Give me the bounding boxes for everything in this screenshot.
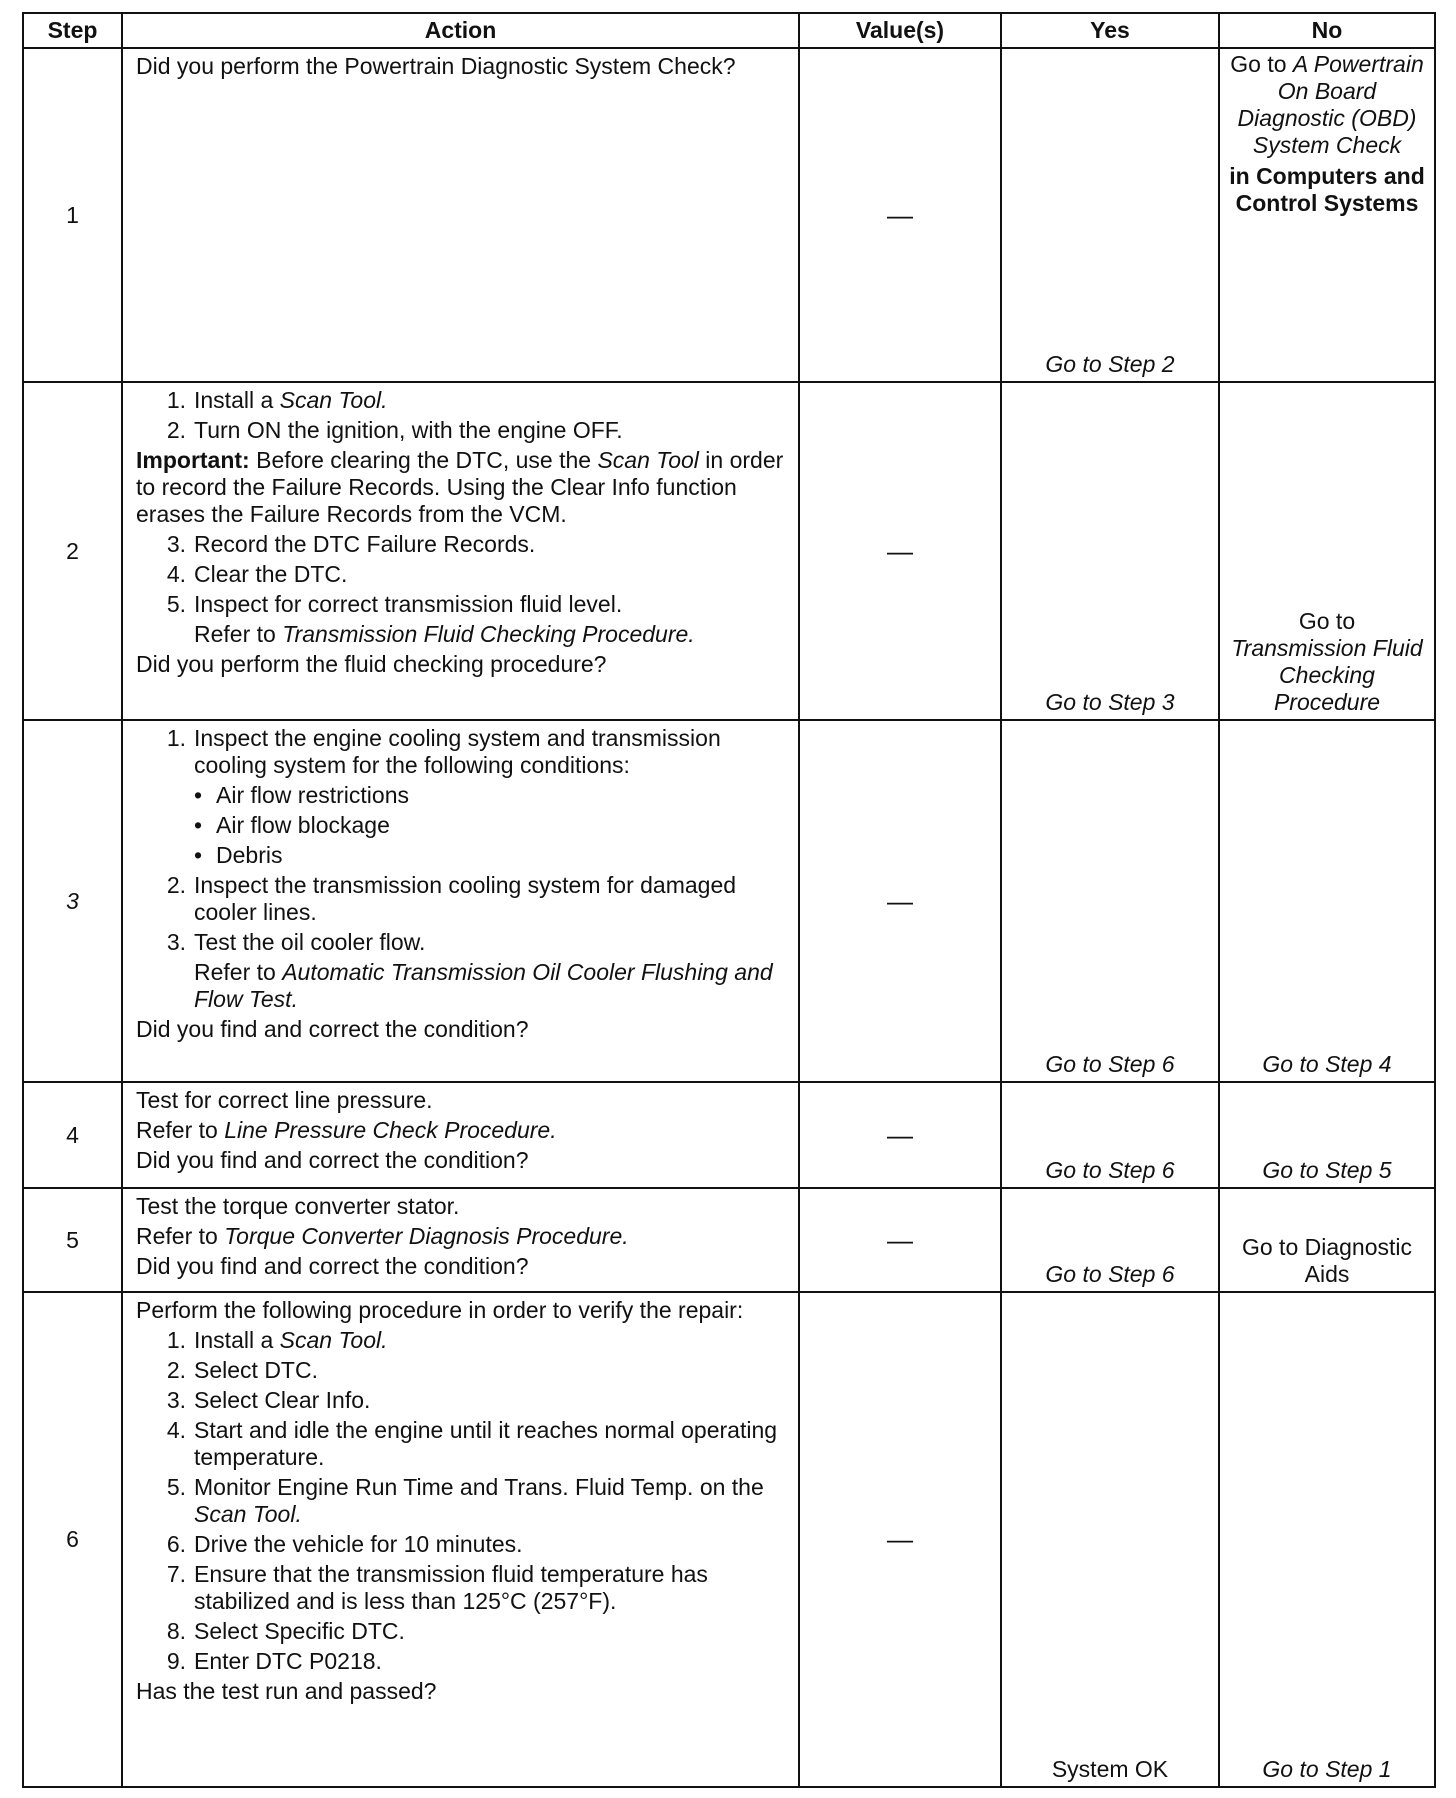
bullet-item <box>136 782 790 809</box>
item-number: 2. <box>166 872 186 898</box>
item-number: 4. <box>166 561 186 587</box>
no-link[interactable]: Go to Step 5 <box>1262 1157 1392 1183</box>
step-number: 4 <box>23 1082 122 1188</box>
table-row-step-5 <box>23 1188 1435 1292</box>
table-row-step-4 <box>23 1082 1435 1188</box>
bullet-item <box>136 842 790 869</box>
reference <box>136 1117 790 1144</box>
item-text: Drive the vehicle for 10 minutes. <box>194 1531 523 1557</box>
item-text: Install a <box>194 1327 280 1353</box>
yes-link[interactable]: System OK <box>1051 1756 1169 1782</box>
value-cell: — <box>799 382 1001 720</box>
item-number: 7. <box>166 1561 186 1587</box>
no-result <box>1219 720 1435 1082</box>
list-item <box>136 929 790 956</box>
item-number: 2. <box>166 417 186 443</box>
bullet-icon: • <box>194 812 203 838</box>
value-cell: — <box>799 720 1001 1082</box>
yes-result <box>1001 720 1219 1082</box>
no-link[interactable]: Go to Step 1 <box>1262 1756 1392 1782</box>
table-row-step-1 <box>23 48 1435 382</box>
list-item <box>136 1357 790 1384</box>
item-text: Inspect for correct transmission fluid level. <box>194 591 623 617</box>
question: Did you find and correct the condition? <box>136 1016 529 1042</box>
action-cell <box>122 1082 799 1188</box>
yes-result <box>1001 1292 1219 1787</box>
table-row-step-6 <box>23 1292 1435 1787</box>
action-text: Test the torque converter stator. <box>136 1193 460 1219</box>
item-number: 6. <box>166 1531 186 1557</box>
list-item <box>136 1648 790 1675</box>
no-result <box>1219 1292 1435 1787</box>
action-cell <box>122 1188 799 1292</box>
list-item <box>136 725 790 779</box>
item-link: Scan Tool. <box>194 1501 302 1527</box>
no-link[interactable]: Go to Diagnostic Aids <box>1241 1234 1413 1287</box>
note-tool: Scan Tool <box>597 447 699 473</box>
item-number: 4. <box>166 1417 186 1443</box>
item-text: Monitor Engine Run Time and Trans. Fluid Temp. on the <box>194 1474 764 1500</box>
item-number: 2. <box>166 1357 186 1383</box>
list-item <box>136 872 790 926</box>
ref-link[interactable]: Torque Converter Diagnosis Procedure. <box>224 1223 629 1249</box>
header-action: Action <box>122 13 799 48</box>
table-row-step-3 <box>23 720 1435 1082</box>
item-text: Inspect the transmission cooling system for damaged cooler lines. <box>194 872 737 925</box>
no-suffix: in Computers and Control Systems <box>1229 163 1425 216</box>
ref-link[interactable]: Line Pressure Check Procedure. <box>224 1117 557 1143</box>
list-item <box>136 1417 790 1471</box>
value-cell: — <box>799 1082 1001 1188</box>
bullet-text: Air flow blockage <box>216 812 390 838</box>
item-text: Turn ON the ignition, with the engine OFF. <box>194 417 623 443</box>
yes-result <box>1001 1188 1219 1292</box>
action-cell <box>122 720 799 1082</box>
list-item <box>136 561 790 588</box>
item-text: Select Specific DTC. <box>194 1618 405 1644</box>
action-cell <box>122 382 799 720</box>
yes-link[interactable]: Go to Step 2 <box>1045 351 1175 377</box>
yes-result <box>1001 1082 1219 1188</box>
item-text: Select Clear Info. <box>194 1387 371 1413</box>
note-text: in order to record the Failure Records. Using the Clear Info function erases the Failure Records from the VCM. <box>136 447 784 527</box>
no-prefix: Go to <box>1298 608 1356 634</box>
header-step: Step <box>23 13 122 48</box>
action-cell <box>122 1292 799 1787</box>
ref-prefix: Refer to <box>194 621 283 647</box>
bullet-text: Debris <box>216 842 283 868</box>
question: Did you perform the fluid checking procedure? <box>136 651 607 677</box>
question: Did you find and correct the condition? <box>136 1253 529 1279</box>
header-values: Value(s) <box>799 13 1001 48</box>
item-text: Record the DTC Failure Records. <box>194 531 536 557</box>
yes-result <box>1001 382 1219 720</box>
list-item <box>136 1327 790 1354</box>
reference <box>136 1223 790 1250</box>
header-row <box>23 13 1435 48</box>
bullet-icon: • <box>194 782 203 808</box>
item-number: 3. <box>166 531 186 557</box>
no-result <box>1219 382 1435 720</box>
reference <box>136 959 790 1013</box>
item-text: Enter DTC P0218. <box>194 1648 382 1674</box>
item-number: 1. <box>166 387 186 413</box>
item-text: Select DTC. <box>194 1357 318 1383</box>
reference <box>136 621 790 648</box>
bullet-text: Air flow restrictions <box>216 782 409 808</box>
list-item <box>136 417 790 444</box>
list-item <box>136 387 790 414</box>
item-text: Clear the DTC. <box>194 561 348 587</box>
ref-prefix: Refer to <box>136 1117 225 1143</box>
item-number: 1. <box>166 1327 186 1353</box>
list-item <box>136 531 790 558</box>
item-number: 3. <box>166 929 186 955</box>
header-no: No <box>1219 13 1435 48</box>
note-text: Before clearing the DTC, use the <box>249 447 598 473</box>
item-number: 9. <box>166 1648 186 1674</box>
item-text: Ensure that the transmission fluid temperature has stabilized and is less than 125°C (257°F). <box>194 1561 708 1614</box>
yes-link[interactable]: Go to Step 6 <box>1045 1157 1175 1183</box>
list-item <box>136 591 790 618</box>
step-number: 1 <box>23 48 122 382</box>
ref-link[interactable]: Transmission Fluid Checking Procedure. <box>282 621 695 647</box>
item-number: 5. <box>166 591 186 617</box>
item-number: 3. <box>166 1387 186 1413</box>
list-item <box>136 1561 790 1615</box>
question: Did you find and correct the condition? <box>136 1147 529 1173</box>
table-row-step-2 <box>23 382 1435 720</box>
no-link[interactable]: Go to Step 4 <box>1262 1051 1392 1077</box>
value-cell: — <box>799 1188 1001 1292</box>
item-text: Start and idle the engine until it reaches normal operating temperature. <box>194 1417 778 1470</box>
list-item <box>136 1474 790 1528</box>
yes-link[interactable]: Go to Step 3 <box>1045 689 1175 715</box>
list-item <box>136 1387 790 1414</box>
diagnostic-table <box>22 12 1436 1788</box>
step-number: 2 <box>23 382 122 720</box>
important-note <box>136 447 790 528</box>
item-text: Install a <box>194 387 280 413</box>
yes-result <box>1001 48 1219 382</box>
action-cell <box>122 48 799 382</box>
item-number: 5. <box>166 1474 186 1500</box>
no-link[interactable]: Transmission Fluid Checking Procedure <box>1231 635 1423 715</box>
ref-prefix: Refer to <box>136 1223 225 1249</box>
no-prefix: Go to <box>1230 51 1293 77</box>
intro-text: Perform the following procedure in order to verify the repair: <box>136 1297 744 1323</box>
value-cell: — <box>799 1292 1001 1787</box>
question: Did you perform the Powertrain Diagnostic System Check? <box>136 53 736 79</box>
yes-link[interactable]: Go to Step 6 <box>1045 1051 1175 1077</box>
no-result <box>1219 48 1435 382</box>
list-item <box>136 1618 790 1645</box>
no-link[interactable]: A Powertrain On Board Diagnostic (OBD) System Check <box>1237 51 1424 158</box>
bullet-icon: • <box>194 842 203 868</box>
yes-link[interactable]: Go to Step 6 <box>1045 1261 1175 1287</box>
list-item <box>136 1531 790 1558</box>
action-text: Test for correct line pressure. <box>136 1087 433 1113</box>
item-text: Test the oil cooler flow. <box>194 929 426 955</box>
item-link: Scan Tool. <box>279 387 388 413</box>
item-link: Scan Tool. <box>279 1327 388 1353</box>
no-result <box>1219 1188 1435 1292</box>
item-number: 1. <box>166 725 186 751</box>
value-cell: — <box>799 48 1001 382</box>
bullet-item <box>136 812 790 839</box>
ref-link[interactable]: Automatic Transmission Oil Cooler Flushing and Flow Test. <box>194 959 773 1012</box>
ref-prefix: Refer to <box>194 959 283 985</box>
step-number: 6 <box>23 1292 122 1787</box>
question: Has the test run and passed? <box>136 1678 437 1704</box>
step-number: 3 <box>23 720 122 1082</box>
item-text: Inspect the engine cooling system and transmission cooling system for the following conditions: <box>194 725 721 778</box>
item-number: 8. <box>166 1618 186 1644</box>
header-yes: Yes <box>1001 13 1219 48</box>
step-number: 5 <box>23 1188 122 1292</box>
important-label: Important: <box>136 447 250 473</box>
no-result <box>1219 1082 1435 1188</box>
